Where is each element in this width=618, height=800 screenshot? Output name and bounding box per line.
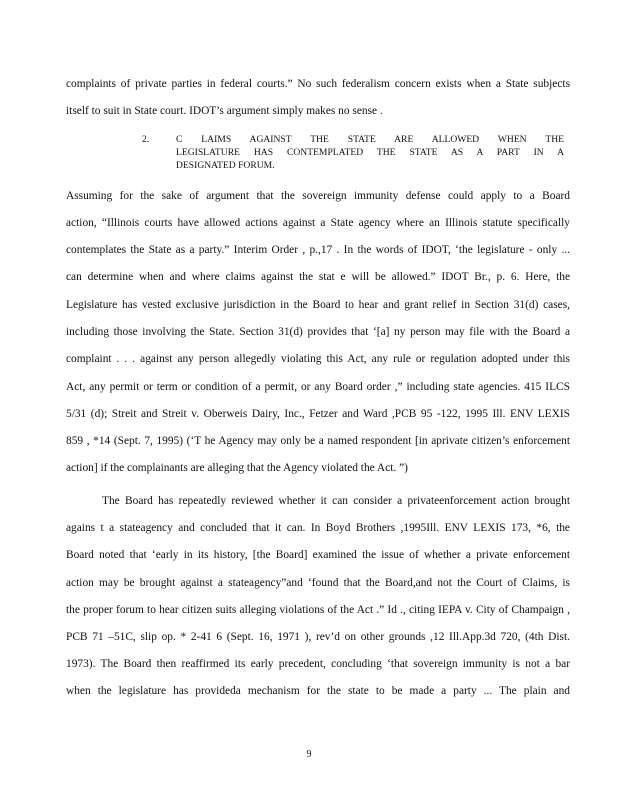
body-text-line: contemplates the State as a party.” Interim Order , p.,17 . In the words of IDOT, ‘the legislature - only ... bbox=[66, 244, 570, 256]
body-text-line: action may be brought against a stateagency”and ‘found that the Board,and not the Court of Claims, is bbox=[66, 577, 570, 589]
body-text-line: 859 , *14 (Sept. 7, 1995) (‘T he Agency may only be a named respondent [in aprivate citizen’s enforcement bbox=[66, 435, 570, 447]
body-text-line: can determine when and where claims against the stat e will be allowed.” IDOT Br., p. 6. Here, the bbox=[66, 271, 570, 283]
body-text-line: complaint . . . against any person allegedly violating this Act, any rule or regulation adopted under this bbox=[66, 353, 570, 365]
page-number: 9 bbox=[306, 749, 312, 760]
body-text-line: itself to suit in State court. IDOT’s argument simply makes no sense . bbox=[66, 105, 383, 117]
body-text-line: including those involving the State. Section 31(d) provides that ‘[a] ny person may file with the Board a bbox=[66, 326, 570, 338]
body-text-line: agains t a stateagency and concluded that it can. In Boyd Brothers ,1995Ill. ENV LEXIS 173, *6, the bbox=[66, 522, 570, 534]
body-text-line: The Board has repeatedly reviewed whether it can consider a privateenforcement action brought bbox=[102, 495, 570, 507]
section-heading-line: C LAIMS AGAINST THE STATE ARE ALLOWED WHEN THE bbox=[176, 134, 564, 145]
body-text-line: action] if the complainants are alleging that the Agency violated the Act. ”) bbox=[66, 462, 408, 474]
body-text-line: action, “Illinois courts have allowed actions against a State agency where an Illinois statute specifically bbox=[66, 217, 570, 229]
body-text-line: the proper forum to hear citizen suits alleging violations of the Act .” Id ., citing IEPA v. City of Champaign , bbox=[66, 604, 570, 616]
section-heading-line: LEGISLATURE HAS CONTEMPLATED THE STATE AS A PART IN A bbox=[176, 147, 564, 158]
body-text-line: Assuming for the sake of argument that the sovereign immunity defense could apply to a Board bbox=[66, 190, 570, 202]
section-heading-line: DESIGNATED FORUM. bbox=[176, 160, 275, 171]
section-heading-number: 2. bbox=[142, 134, 150, 145]
body-text-line: 5/31 (d); Streit and Streit v. Oberweis Dairy, Inc., Fetzer and Ward ,PCB 95 -122, 1995 Ill. ENV LEXIS bbox=[66, 408, 570, 420]
body-text-line: Act, any permit or term or condition of a permit, or any Board order ,” including state agencies. 415 ILCS bbox=[66, 381, 570, 393]
body-text-line: 1973). The Board then reaffirmed its early precedent, concluding ‘that sovereign immunity is not a bar bbox=[66, 658, 570, 670]
body-text-line: Legislature has vested exclusive jurisdiction in the Board to hear and grant relief in Section 31(d) cases, bbox=[66, 299, 570, 311]
body-text-line: PCB 71 –51C, slip op. * 2-41 6 (Sept. 16, 1971 ), rev’d on other grounds ,12 Ill.App.3d 720, (4th Dist. bbox=[66, 631, 570, 643]
body-text-line: complaints of private parties in federal courts.” No such federalism concern exists when a State subjects bbox=[66, 78, 570, 90]
body-text-line: when the legislature has provideda mechanism for the state to be made a party ... The plain and bbox=[66, 685, 570, 697]
body-text-line: Board noted that ‘early in its history, [the Board] examined the issue of whether a private enforcement bbox=[66, 549, 570, 561]
